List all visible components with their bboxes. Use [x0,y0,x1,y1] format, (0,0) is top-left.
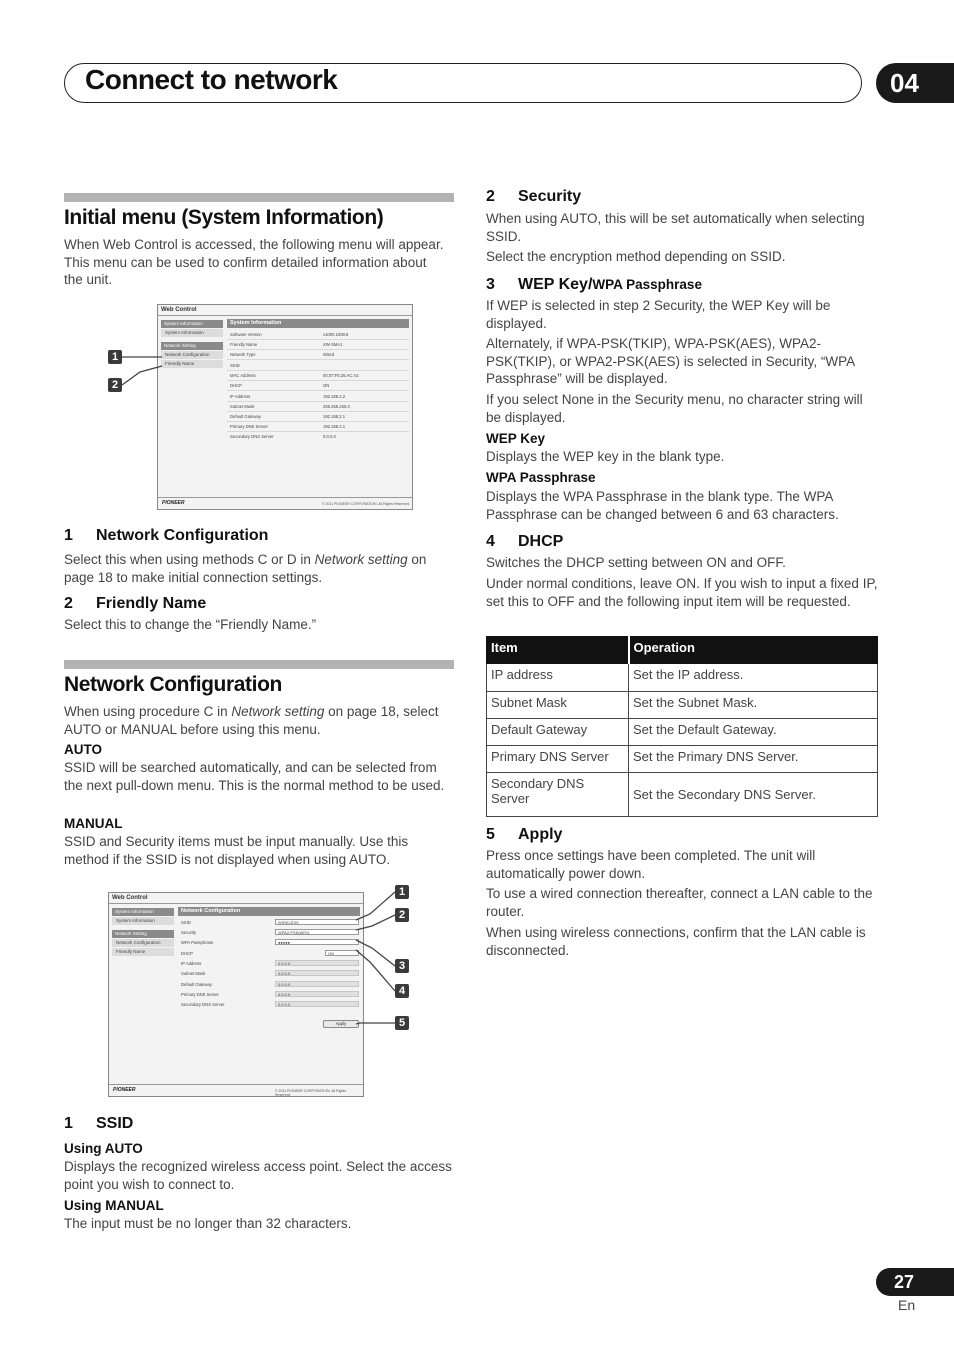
item-wep-key [486,276,702,294]
wep-key-title: WEP Key [486,431,546,446]
row-label: Friendly Name [230,342,258,347]
row-value: 00:07:F5:25:AC:A2 [323,373,359,378]
dhcp-text-1: Switches the DHCP setting between ON and OFF. [486,555,786,570]
table-row [487,664,878,692]
item-number: 3 [486,276,495,293]
network-configuration-text [64,551,454,586]
row-label: WPA Passphrase [181,940,214,945]
pioneer-logo: PIONEER [113,1087,136,1093]
row-value: 255.255.255.0 [323,404,350,409]
using-manual-title: Using MANUAL [64,1198,164,1213]
passphrase-field: ●●●●● [275,939,359,945]
callout-3: 3 [395,959,409,973]
text-part: on page 18, select AUTO or MANUAL before using this menu. [64,704,439,737]
row-label: MAC Address [230,373,256,378]
row-label: SSID [230,363,240,368]
table-row [487,773,878,817]
row-label: DHCP [181,951,193,956]
table-header-row [487,637,878,664]
manual-title: MANUAL [64,816,123,831]
table-cell: Secondary DNS Server [487,773,629,817]
row-value: 0.0.0.0 [323,434,336,439]
network-configuration-screenshot [108,892,364,1097]
item-number: 2 [486,188,495,205]
secondary-dns-field: 0.0.0.0 [275,1001,359,1007]
row-label: Security [181,930,197,935]
row-divider [227,421,409,422]
sidebar-item-system-info: System Information [112,917,174,925]
row-label: Primary DNS Server [230,424,268,429]
table-cell: Subnet Mask [487,692,629,719]
language-code: En [898,1297,916,1313]
section-heading-initial-menu: Initial menu (System Information) [64,206,384,229]
callout-1: 1 [108,350,122,364]
text-part: When using procedure C in [64,704,232,719]
sidebar-header-network-setting: Network Setting [112,930,174,938]
row-value: Wired [323,352,334,357]
table-header-item: Item [487,637,629,664]
row-divider [227,431,409,432]
table-cell: Set the Primary DNS Server. [629,746,878,773]
row-label: Software Version [230,332,262,337]
security-field: WPA2-PSK(AES) [275,929,359,935]
item-number: 4 [486,533,495,550]
footer-divider [109,1084,363,1085]
sidebar-item-friendly-name: Friendly Name [112,948,174,956]
row-label: IP Address [181,961,202,966]
section-bar [64,660,454,669]
divider [109,903,363,904]
table-cell: Set the Secondary DNS Server. [629,773,878,817]
copyright: © 2011 PIONEER CORPORATION. All Rights Reserved. [322,502,411,506]
apply-text-2: To use a wired connection thereafter, connect a LAN cable to the router. [486,886,873,919]
item-network-configuration [64,527,268,545]
text-part: on page 18 to make initial connection settings. [64,552,427,585]
row-value: 192.168.2.1 [323,414,346,419]
item-title: Security [518,188,582,205]
dhcp-select: ON [325,950,359,956]
panel-title: Network Configuration [178,907,360,916]
page-title: Connect to network [85,64,338,95]
callout-2: 2 [108,378,122,392]
table-header-operation: Operation [629,637,878,664]
row-value: 192.168.2.2 [323,394,346,399]
callout-5: 5 [395,1016,409,1030]
ssid-field: WIRELESS [275,919,359,925]
apply-text-3: When using wireless connections, confirm that the LAN cable is disconnected. [486,925,866,958]
auto-text: SSID will be searched automatically, and can be selected from the next pull-down menu. This is the normal method to be used. [64,760,445,793]
item-title: WEP Key/ [518,276,593,293]
primary-dns-field: 0.0.0.0 [275,991,359,997]
copyright: © 2011 PIONEER CORPORATION. All Rights Reserved. [275,1089,347,1097]
row-label: SSID [181,920,191,925]
row-value: ON [323,383,330,388]
table-cell: Set the IP address. [629,664,878,692]
row-divider [227,349,409,350]
row-value: XW-SMA1 [323,342,343,347]
window-title: Web Control [161,307,197,313]
row-label: Default Gateway [181,982,212,987]
text-part: Select this when using methods C or D in [64,552,315,567]
item-apply [486,826,562,844]
item-number: 1 [64,1115,73,1132]
apply-button: Apply [323,1020,359,1028]
manual-text: SSID and Security items must be input manually. Use this method if the SSID is not displayed when using AUTO. [64,834,409,867]
table-row [487,692,878,719]
table-cell: Primary DNS Server [487,746,629,773]
item-title: SSID [96,1115,134,1132]
sidebar-header-system-info: System Information [112,908,174,916]
using-auto-title: Using AUTO [64,1141,143,1156]
item-ssid [64,1115,133,1133]
table-cell: Set the Subnet Mask. [629,692,878,719]
item-number: 5 [486,826,495,843]
leader-line [122,366,162,385]
operation-table [486,636,878,817]
item-title-suffix: WPA Passphrase [592,277,702,292]
row-divider [227,370,409,371]
sidebar-item-network-configuration: Network Configuration [112,939,174,947]
row-divider [227,359,409,360]
table-cell: Default Gateway [487,719,629,746]
row-label: DHCP [230,383,242,388]
text-italic: Network setting [314,552,408,567]
system-information-screenshot [157,304,413,510]
sidebar-header-system-info: System Information [161,320,223,328]
item-title: Network Configuration [96,527,269,544]
row-divider [227,380,409,381]
callout-2: 2 [395,908,409,922]
item-security [486,188,581,206]
security-text-1: When using AUTO, this will be set automatically when selecting SSID. [486,211,865,244]
item-title: Friendly Name [96,595,207,612]
row-value: v1000.1008.8 [323,332,349,337]
callout-4: 4 [395,984,409,998]
panel-title: System Information [227,319,409,328]
row-label: Subnet Mask [230,404,255,409]
item-friendly-name [64,595,206,613]
wep-text-2: Alternately, if WPA-PSK(TKIP), WPA-PSK(AES), WPA2-PSK(TKIP), or WPA2-PSK(AES) is selected in Security, “WPA Passphrase” will be displayed. [486,336,855,386]
initial-menu-intro: When Web Control is accessed, the following menu will appear. This menu can be used to confirm detailed information about the unit. [64,237,444,287]
wep-text-3: If you select None in the Security menu, no character string will be displayed. [486,392,863,425]
dhcp-text-2: Under normal conditions, leave ON. If you wish to input a fixed IP, set this to OFF and the following input item will be requested. [486,576,878,609]
wpa-passphrase-title: WPA Passphrase [486,470,596,485]
ip-field: 0.0.0.0 [275,960,359,966]
item-dhcp [486,533,563,551]
using-auto-text: Displays the recognized wireless access point. Select the access point you wish to connect to. [64,1159,452,1192]
subnet-field: 0.0.0.0 [275,970,359,976]
row-label: Network Type [230,352,256,357]
item-number: 1 [64,527,73,544]
row-label: Secondary DNS Server [181,1002,225,1007]
item-title: DHCP [518,533,564,550]
friendly-name-text: Select this to change the “Friendly Name.” [64,617,317,632]
row-label: Subnet Mask [181,971,206,976]
pioneer-logo: PIONEER [162,500,185,506]
row-value: 192.168.2.1 [323,424,346,429]
section-heading-network-configuration: Network Configuration [64,673,282,696]
footer-divider [158,497,412,498]
section-bar [64,193,454,202]
row-divider [227,390,409,391]
divider [158,315,412,316]
row-divider [227,411,409,412]
wpa-passphrase-text: Displays the WPA Passphrase in the blank type. The WPA Passphrase can be changed between 6 and 63 characters. [486,489,839,522]
chapter-number: 04 [876,63,954,103]
page-number: 27 [876,1268,954,1296]
sidebar-item-system-info: System Information [161,329,223,337]
row-label: Primary DNS Server [181,992,219,997]
table-row [487,746,878,773]
table-cell: Set the Default Gateway. [629,719,878,746]
row-divider [227,401,409,402]
callout-1: 1 [395,885,409,899]
wep-key-text: Displays the WEP key in the blank type. [486,449,725,464]
using-manual-text: The input must be no longer than 32 characters. [64,1216,352,1231]
security-text-2: Select the encryption method depending on SSID. [486,249,786,264]
gateway-field: 0.0.0.0 [275,981,359,987]
row-divider [227,339,409,340]
auto-title: AUTO [64,742,103,757]
apply-text-1: Press once settings have been completed. The unit will automatically power down. [486,848,816,881]
sidebar-item-friendly-name: Friendly Name [161,360,223,368]
sidebar-header-network-setting: Network Setting [161,342,223,350]
text-italic: Network setting [231,704,325,719]
network-configuration-intro [64,703,454,738]
sidebar-item-network-configuration: Network Configuration [161,351,223,359]
item-title: Apply [518,826,563,843]
item-number: 2 [64,595,73,612]
row-label: IP Address [230,394,251,399]
table-cell: IP address [487,664,629,692]
window-title: Web Control [112,895,148,901]
table-row [487,719,878,746]
row-label: Default Gateway [230,414,261,419]
wep-text-1: If WEP is selected in step 2 Security, the WEP Key will be displayed. [486,298,831,331]
row-label: Secondary DNS Server [230,434,274,439]
